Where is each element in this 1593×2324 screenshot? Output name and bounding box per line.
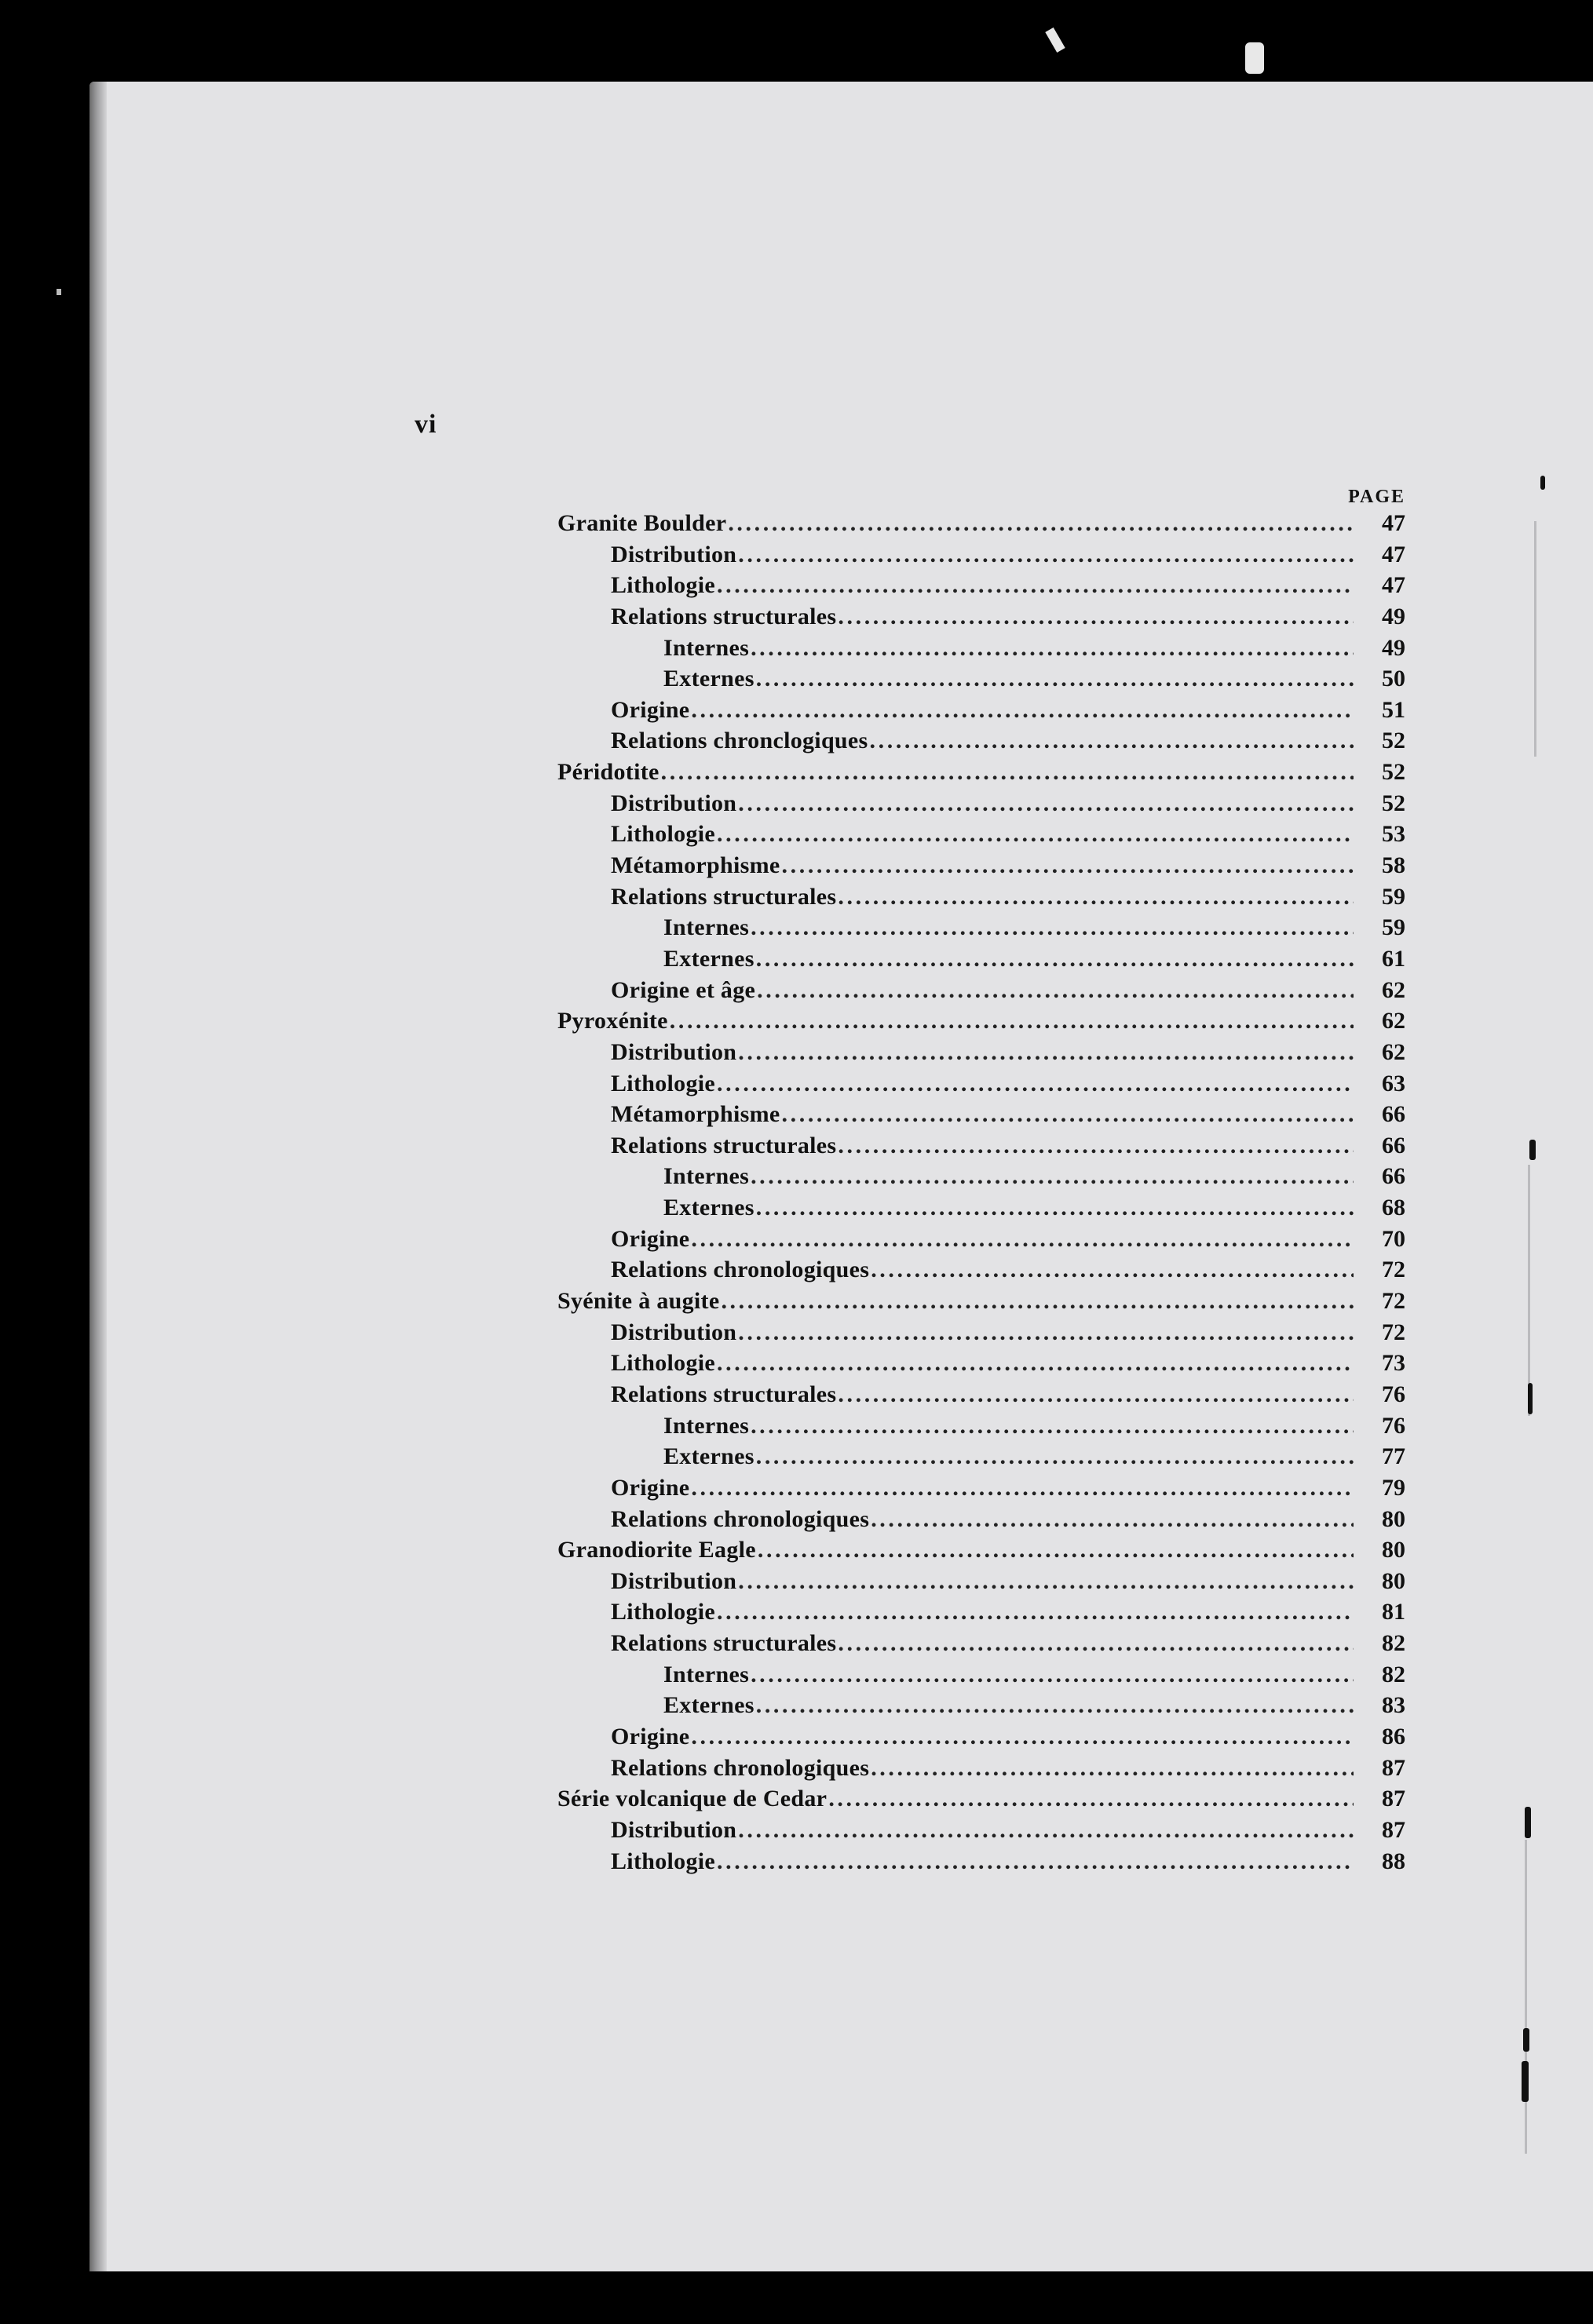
toc-entry bbox=[463, 1381, 1405, 1413]
scan-margin-mark bbox=[1540, 476, 1545, 490]
scan-margin-mark bbox=[1522, 2061, 1529, 2102]
dot-leader bbox=[738, 1817, 1354, 1844]
toc-entry bbox=[463, 1599, 1405, 1630]
toc-entry bbox=[463, 1071, 1405, 1102]
dot-leader bbox=[756, 1195, 1354, 1221]
toc-entry bbox=[463, 1163, 1405, 1195]
toc-entry bbox=[463, 666, 1405, 697]
toc-entry-title: Granite Boulder bbox=[557, 510, 727, 536]
toc-entry bbox=[463, 728, 1405, 759]
toc-entry-title: Internes bbox=[663, 1163, 750, 1190]
dot-leader bbox=[838, 604, 1354, 630]
toc-entry-title: Internes bbox=[663, 914, 750, 941]
toc-entry-page-number: 72 bbox=[1382, 1288, 1405, 1315]
dot-leader bbox=[838, 884, 1354, 910]
dot-leader bbox=[751, 635, 1354, 662]
toc-entry-page-number: 77 bbox=[1382, 1443, 1405, 1470]
toc-entry-page-number: 70 bbox=[1382, 1225, 1405, 1252]
scan-margin-mark bbox=[1528, 1383, 1533, 1414]
toc-entry-title: Lithologie bbox=[611, 1350, 716, 1377]
toc-entry-page-number: 66 bbox=[1382, 1132, 1405, 1158]
page-column-header bbox=[463, 487, 1405, 510]
toc-entry-page-number: 58 bbox=[1382, 852, 1405, 879]
dot-leader bbox=[838, 1381, 1354, 1408]
toc-entry-page-number: 61 bbox=[1382, 945, 1405, 972]
toc-entry bbox=[463, 1413, 1405, 1444]
toc-entry-page-number: 63 bbox=[1382, 1070, 1405, 1096]
scan-margin-mark bbox=[1525, 1807, 1531, 1838]
toc-entry-title: Syénite à augite bbox=[557, 1288, 720, 1315]
scan-speck bbox=[1045, 27, 1065, 53]
toc-entry-title: Internes bbox=[663, 1661, 750, 1687]
dot-leader bbox=[738, 1039, 1354, 1066]
dot-leader bbox=[661, 759, 1354, 786]
toc-entry-title: Lithologie bbox=[611, 1599, 716, 1625]
dot-leader bbox=[728, 510, 1354, 537]
dot-leader bbox=[738, 790, 1354, 817]
dot-leader bbox=[838, 1133, 1354, 1159]
dot-leader bbox=[738, 1568, 1354, 1595]
toc-entry-page-number: 66 bbox=[1382, 1163, 1405, 1190]
toc-entry bbox=[463, 759, 1405, 790]
toc-entry-title: Relations structurales bbox=[611, 1381, 837, 1407]
toc-entry bbox=[463, 1724, 1405, 1755]
toc-entry-page-number: 50 bbox=[1382, 666, 1405, 692]
toc-entry-page-number: 82 bbox=[1382, 1630, 1405, 1657]
scanned-page bbox=[90, 82, 1593, 2271]
toc-entry-title: Relations chronologiques bbox=[611, 1257, 870, 1283]
toc-entry bbox=[463, 821, 1405, 852]
toc-entry-page-number: 76 bbox=[1382, 1381, 1405, 1407]
toc-entry-page-number: 47 bbox=[1382, 572, 1405, 599]
page-binding-edge bbox=[90, 82, 107, 2271]
dot-leader bbox=[757, 977, 1354, 1004]
dot-leader bbox=[828, 1786, 1354, 1812]
toc-entry bbox=[463, 1755, 1405, 1786]
page-number: vi bbox=[415, 410, 437, 439]
scan-speck bbox=[1245, 42, 1264, 74]
toc-entry-title: Internes bbox=[663, 634, 750, 661]
dot-leader bbox=[756, 946, 1354, 972]
toc-entry-page-number: 59 bbox=[1382, 914, 1405, 941]
scan-margin-line bbox=[1528, 1165, 1530, 1416]
toc-entry-title: Internes bbox=[663, 1412, 750, 1439]
toc-entry-title: Granodiorite Eagle bbox=[557, 1537, 756, 1563]
toc-entry-title: Externes bbox=[663, 1692, 754, 1719]
toc-entry-title: Lithologie bbox=[611, 821, 716, 848]
dot-leader bbox=[871, 1506, 1354, 1533]
scan-margin-mark bbox=[1523, 2028, 1529, 2052]
toc-entry-page-number: 87 bbox=[1382, 1786, 1405, 1812]
dot-leader bbox=[782, 852, 1354, 879]
dot-leader bbox=[751, 1413, 1354, 1439]
page-column-header-label: PAGE bbox=[1348, 487, 1405, 507]
dot-leader bbox=[717, 1350, 1354, 1377]
toc-entry-title: Relations chronologiques bbox=[611, 1754, 870, 1781]
toc-entry bbox=[463, 946, 1405, 977]
toc-entry bbox=[463, 1195, 1405, 1226]
toc-entry-title: Origine bbox=[611, 696, 690, 723]
toc-entry-page-number: 51 bbox=[1382, 696, 1405, 723]
scan-margin-mark bbox=[1529, 1140, 1536, 1160]
toc-entry bbox=[463, 1443, 1405, 1475]
toc-entry bbox=[463, 1692, 1405, 1724]
toc-entry-page-number: 83 bbox=[1382, 1692, 1405, 1719]
toc-entry bbox=[463, 1257, 1405, 1288]
dot-leader bbox=[756, 1692, 1354, 1719]
toc-entry bbox=[463, 1101, 1405, 1133]
dot-leader bbox=[717, 1599, 1354, 1625]
toc-entry-page-number: 87 bbox=[1382, 1816, 1405, 1843]
toc-entry-title: Distribution bbox=[611, 1319, 737, 1345]
toc-entry-page-number: 86 bbox=[1382, 1723, 1405, 1749]
toc-entry bbox=[463, 510, 1405, 542]
dot-leader bbox=[751, 1163, 1354, 1190]
toc-entry-page-number: 72 bbox=[1382, 1257, 1405, 1283]
toc-entry-title: Distribution bbox=[611, 541, 737, 567]
toc-entry-page-number: 80 bbox=[1382, 1505, 1405, 1532]
toc-entry bbox=[463, 884, 1405, 915]
toc-entry bbox=[463, 1133, 1405, 1164]
scan-speck bbox=[57, 289, 61, 295]
toc-entry-page-number: 52 bbox=[1382, 790, 1405, 816]
dot-leader bbox=[871, 1755, 1354, 1782]
toc-entry-title: Externes bbox=[663, 1195, 754, 1221]
toc-entry bbox=[463, 1662, 1405, 1693]
toc-entry-page-number: 76 bbox=[1382, 1412, 1405, 1439]
dot-leader bbox=[691, 1475, 1354, 1501]
toc-entry-title: Péridotite bbox=[557, 759, 659, 786]
toc-entry-title: Distribution bbox=[611, 790, 737, 816]
toc-entry bbox=[463, 1350, 1405, 1381]
toc-entry-title: Externes bbox=[663, 1443, 754, 1470]
toc-entry-page-number: 80 bbox=[1382, 1537, 1405, 1563]
toc-entry-title: Relations structurales bbox=[611, 883, 837, 910]
dot-leader bbox=[751, 914, 1354, 941]
scan-margin-line bbox=[1525, 1840, 1527, 2154]
toc-entry-page-number: 81 bbox=[1382, 1599, 1405, 1625]
toc-entry-title: Origine et âge bbox=[611, 976, 756, 1003]
toc-entry-page-number: 72 bbox=[1382, 1319, 1405, 1345]
dot-leader bbox=[717, 1071, 1354, 1097]
toc-entry-page-number: 52 bbox=[1382, 728, 1405, 754]
toc-entry bbox=[463, 1319, 1405, 1351]
toc-entry-page-number: 59 bbox=[1382, 883, 1405, 910]
toc-entry-page-number: 47 bbox=[1382, 510, 1405, 536]
toc-entry bbox=[463, 977, 1405, 1009]
dot-leader bbox=[738, 542, 1354, 568]
toc-entry-title: Distribution bbox=[611, 1567, 737, 1594]
toc-entry-title: Relations structurales bbox=[611, 1132, 837, 1158]
toc-entry bbox=[463, 1817, 1405, 1848]
dot-leader bbox=[738, 1319, 1354, 1346]
toc-entry bbox=[463, 914, 1405, 946]
toc-entry-page-number: 88 bbox=[1382, 1848, 1405, 1874]
dot-leader bbox=[717, 1848, 1354, 1875]
toc-entry-title: Relations chronologiques bbox=[611, 1505, 870, 1532]
toc-entry bbox=[463, 1630, 1405, 1662]
toc-entry bbox=[463, 1848, 1405, 1880]
toc-entry-title: Métamorphisme bbox=[611, 852, 780, 879]
dot-leader bbox=[756, 666, 1354, 692]
toc-entry-page-number: 49 bbox=[1382, 603, 1405, 629]
toc-entry bbox=[463, 635, 1405, 666]
toc-entry bbox=[463, 1039, 1405, 1071]
dot-leader bbox=[691, 1724, 1354, 1750]
toc-entry bbox=[463, 1786, 1405, 1817]
toc-entry-page-number: 79 bbox=[1382, 1474, 1405, 1501]
toc-entry-page-number: 73 bbox=[1382, 1350, 1405, 1377]
toc-entry-page-number: 62 bbox=[1382, 976, 1405, 1003]
toc-entry bbox=[463, 604, 1405, 635]
toc-entry bbox=[463, 1537, 1405, 1568]
toc-entry bbox=[463, 1226, 1405, 1257]
toc-entry-title: Lithologie bbox=[611, 572, 716, 599]
dot-leader bbox=[871, 1257, 1354, 1283]
toc-entry-title: Relations structurales bbox=[611, 603, 837, 629]
toc-entry bbox=[463, 572, 1405, 604]
toc-entry-page-number: 47 bbox=[1382, 541, 1405, 567]
toc-entry-page-number: 52 bbox=[1382, 759, 1405, 786]
dot-leader bbox=[758, 1537, 1354, 1563]
dot-leader bbox=[870, 728, 1354, 754]
toc-entry-title: Métamorphisme bbox=[611, 1101, 780, 1128]
dot-leader bbox=[782, 1101, 1354, 1128]
dot-leader bbox=[838, 1630, 1354, 1657]
toc-entry-title: Série volcanique de Cedar bbox=[557, 1786, 828, 1812]
toc-entry-title: Lithologie bbox=[611, 1848, 716, 1874]
toc-entry bbox=[463, 852, 1405, 884]
dot-leader bbox=[717, 572, 1354, 599]
toc-entry bbox=[463, 1568, 1405, 1600]
toc-entry-title: Externes bbox=[663, 666, 754, 692]
toc-entry-page-number: 87 bbox=[1382, 1754, 1405, 1781]
toc-entry-title: Origine bbox=[611, 1225, 690, 1252]
toc-entry-page-number: 82 bbox=[1382, 1661, 1405, 1687]
toc-entry-title: Pyroxénite bbox=[557, 1008, 668, 1034]
dot-leader bbox=[691, 697, 1354, 724]
dot-leader bbox=[717, 821, 1354, 848]
toc-entry bbox=[463, 1008, 1405, 1039]
dot-leader bbox=[721, 1288, 1354, 1315]
toc-entry-title: Relations chronclogiques bbox=[611, 728, 868, 754]
toc-entry bbox=[463, 790, 1405, 822]
toc-entry bbox=[463, 1475, 1405, 1506]
toc-entry-page-number: 80 bbox=[1382, 1567, 1405, 1594]
toc-entry-title: Lithologie bbox=[611, 1070, 716, 1096]
toc-entry bbox=[463, 697, 1405, 728]
toc-entry-page-number: 66 bbox=[1382, 1101, 1405, 1128]
toc-entry-title: Origine bbox=[611, 1723, 690, 1749]
dot-leader bbox=[670, 1008, 1354, 1034]
dot-leader bbox=[756, 1443, 1354, 1470]
toc-entry-title: Relations structurales bbox=[611, 1630, 837, 1657]
toc-entry-page-number: 49 bbox=[1382, 634, 1405, 661]
toc-entry-page-number: 62 bbox=[1382, 1008, 1405, 1034]
toc-entry-title: Origine bbox=[611, 1474, 690, 1501]
toc-entry bbox=[463, 1288, 1405, 1319]
toc-entry bbox=[463, 542, 1405, 573]
toc-entry-list bbox=[463, 510, 1405, 1879]
table-of-contents bbox=[463, 487, 1405, 1879]
toc-entry-page-number: 53 bbox=[1382, 821, 1405, 848]
toc-entry-title: Distribution bbox=[611, 1038, 737, 1065]
dot-leader bbox=[691, 1226, 1354, 1253]
toc-entry-page-number: 62 bbox=[1382, 1038, 1405, 1065]
scan-margin-line bbox=[1534, 521, 1536, 757]
dot-leader bbox=[751, 1662, 1354, 1688]
toc-entry-page-number: 68 bbox=[1382, 1195, 1405, 1221]
toc-entry-title: Distribution bbox=[611, 1816, 737, 1843]
toc-entry bbox=[463, 1506, 1405, 1538]
toc-entry-title: Externes bbox=[663, 945, 754, 972]
